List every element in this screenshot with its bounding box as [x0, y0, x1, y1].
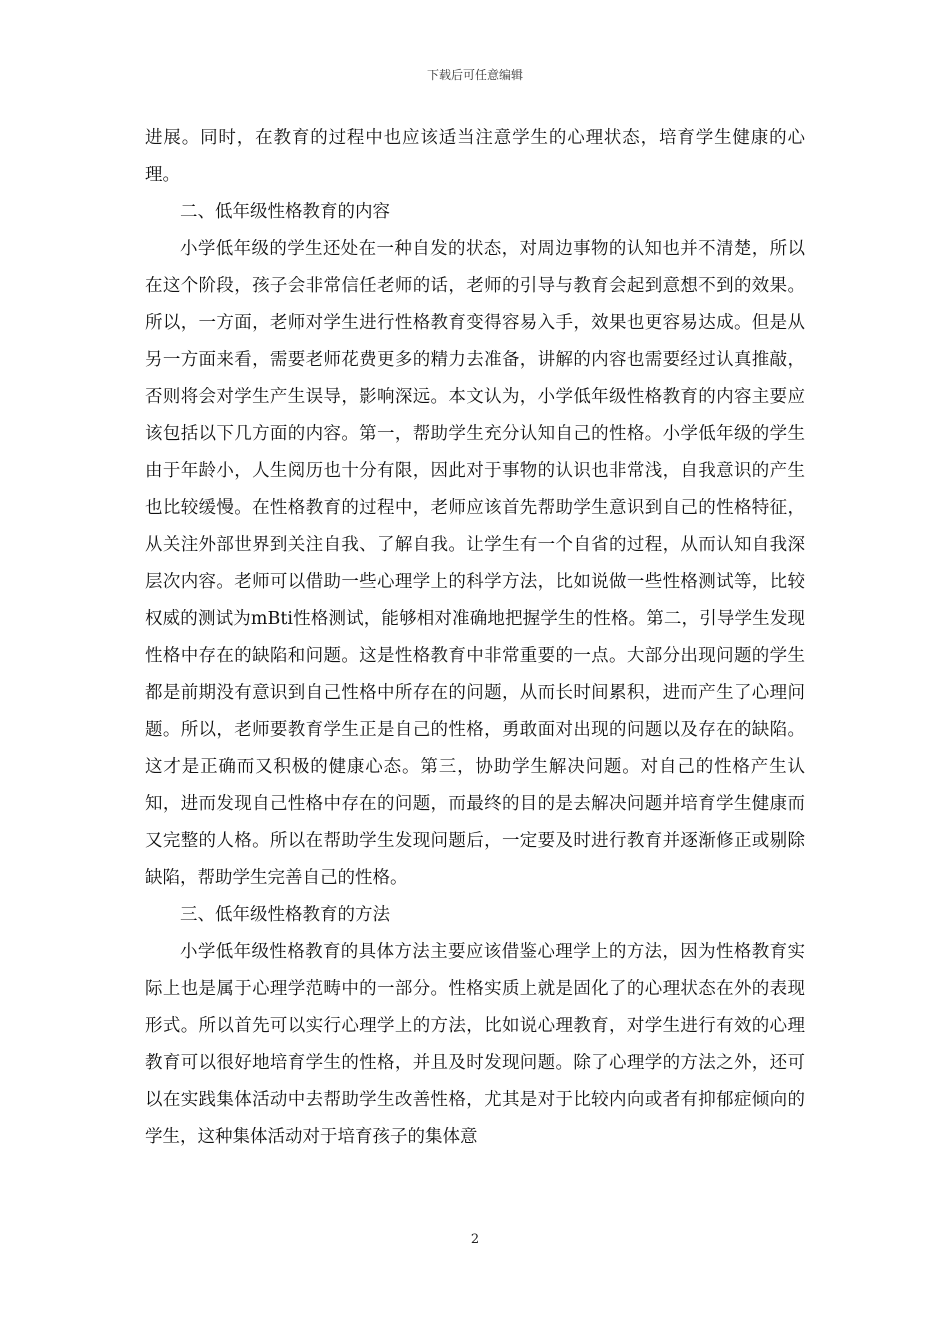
section-heading-methods: 三、低年级性格教育的方法: [180, 905, 390, 925]
document-body: [145, 120, 805, 1156]
page-header: 下载后可任意编辑: [426, 68, 523, 82]
paragraph-continuation: 进展。同时，在教育的过程中也应该适当注意学生的心理状态，培育学生健康的心理。: [145, 128, 805, 185]
section-heading-content: 二、低年级性格教育的内容: [180, 202, 390, 222]
paragraph-methods: 小学低年级性格教育的具体方法主要应该借鉴心理学上的方法，因为性格教育实际上也是属于心理学范畴中的一部分。性格实质上就是固化了的心理状态在外的表现形式。所以首先可以实行心理学上的方法，比如说心理教育，对学生进行有效的心理教育可以很好地培育学生的性格，并且及时发现问题。除了心理学的方法之外，还可以在实践集体活动中去帮助学生改善性格，尤其是对于比较内向或者有抑郁症倾向的学生，这种集体活动对于培育孩子的集体意: [145, 942, 805, 1147]
paragraph-content: 小学低年级的学生还处在一种自发的状态，对周边事物的认知也并不清楚，所以在这个阶段，孩子会非常信任老师的话，老师的引导与教育会起到意想不到的效果。所以，一方面，老师对学生进行性格教育变得容易入手，效果也更容易达成。但是从另一方面来看，需要老师花费更多的精力去准备，讲解的内容也需要经过认真推敲，否则将会对学生产生误导，影响深远。本文认为，小学低年级性格教育的内容主要应该包括以下几方面的内容。第一，帮助学生充分认知自己的性格。小学低年级的学生由于年龄小，人生阅历也十分有限，因此对于事物的认识也非常浅，自我意识的产生也比较缓慢。在性格教育的过程中，老师应该首先帮助学生意识到自己的性格特征，从关注外部世界到关注自我、了解自我。让学生有一个自省的过程，从而认知自我深层次内容。老师可以借助一些心理学上的科学方法，比如说做一些性格测试等，比较权威的测试为mBti性格测试，能够相对准确地把握学生的性格。第二，引导学生发现性格中存在的缺陷和问题。这是性格教育中非常重要的一点。大部分出现问题的学生都是前期没有意识到自己性格中所存在的问题，从而长时间累积，进而产生了心理问题。所以，老师要教育学生正是自己的性格，勇敢面对出现的问题以及存在的缺陷。这才是正确而又积极的健康心态。第三，协助学生解决问题。对自己的性格产生认知，进而发现自己性格中存在的问题，而最终的目的是去解决问题并培育学生健康而又完整的人格。所以在帮助学生发现问题后，一定要及时进行教育并逐渐修正或剔除缺陷，帮助学生完善自己的性格。: [145, 239, 805, 888]
page-number: 2: [470, 1232, 480, 1247]
